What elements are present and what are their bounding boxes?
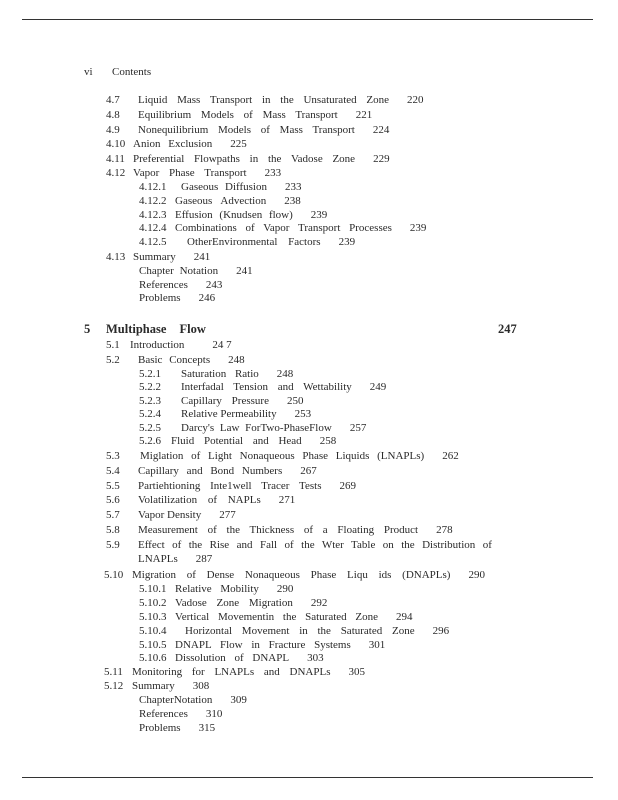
toc-subentry: 5.10.5 DNAPL Flow in Fracture Systems 301 bbox=[139, 639, 386, 651]
chapter-title: Multiphase Flow bbox=[106, 322, 206, 336]
toc-entry: 5.7 Vapor Density 277 bbox=[106, 509, 236, 521]
toc-entry: 5.6 Volatilization of NAPLs 271 bbox=[106, 494, 296, 506]
toc-entry: 5.9 Effect of the Rise and Fall of the Wter Table on the Distribution of bbox=[106, 539, 492, 551]
page-number: vi bbox=[84, 66, 93, 78]
toc-subentry: 4.12.3 Effusion (Knudsen flow) 239 bbox=[139, 209, 328, 221]
toc-subentry: 4.12.1 Gaseous Diffusion 233 bbox=[139, 181, 302, 193]
toc-entry: ChapterNotation 309 bbox=[139, 694, 247, 706]
running-title: Contents bbox=[112, 66, 152, 78]
toc-entry: 4.9 Nonequilibrium Models of Mass Transport 224 bbox=[106, 124, 390, 136]
toc-entry: Problems 315 bbox=[139, 722, 216, 734]
toc-subentry: 5.2.5 Darcy's Law ForTwo-PhaseFlow 257 bbox=[139, 422, 367, 434]
toc-entry: 4.13 Summary 241 bbox=[106, 251, 211, 263]
toc-entry: 5.12 Summary 308 bbox=[104, 680, 210, 692]
toc-entry: 5.1 Introduction 24 7 bbox=[106, 339, 232, 351]
toc-entry: Problems 246 bbox=[139, 292, 216, 304]
toc-entry: 5.3 Miglation of Light Nonaqueous Phase Liquids (LNAPLs) 262 bbox=[106, 450, 459, 462]
chapter-heading bbox=[84, 322, 517, 337]
toc-subentry: 5.10.1 Relative Mobility 290 bbox=[139, 583, 294, 595]
toc-entry: 4.10 Anion Exclusion 225 bbox=[106, 138, 247, 150]
toc-subentry: 4.12.2 Gaseous Advection 238 bbox=[139, 195, 301, 207]
toc-subentry: 5.2.1 Saturation Ratio 248 bbox=[139, 368, 294, 380]
toc-entry: References 310 bbox=[139, 708, 223, 720]
chapter-page: 247 bbox=[498, 322, 517, 336]
toc-entry: 5.4 Capillary and Bond Numbers 267 bbox=[106, 465, 317, 477]
toc-entry-continuation: LNAPLs 287 bbox=[138, 553, 213, 565]
toc-entry: Chapter Notation 241 bbox=[139, 265, 253, 277]
toc-subentry: 5.2.6 Fluid Potential and Head 258 bbox=[139, 435, 337, 447]
toc-entry: 4.12 Vapor Phase Transport 233 bbox=[106, 167, 282, 179]
toc-entry: 5.10 Migration of Dense Nonaqueous Phase Liqu ids (DNAPLs) 290 bbox=[104, 569, 485, 581]
toc-subentry: 5.10.6 Dissolution of DNAPL 303 bbox=[139, 652, 324, 664]
toc-entry: 4.8 Equilibrium Models of Mass Transport 221 bbox=[106, 109, 373, 121]
toc-entry: 5.8 Measurement of the Thickness of a Floating Product 278 bbox=[106, 524, 453, 536]
toc-entry: 4.7 Liquid Mass Transport in the Unsaturated Zone 220 bbox=[106, 94, 424, 106]
toc-entry: 5.2 Basic Concepts 248 bbox=[106, 354, 245, 366]
toc-subentry: 4.12.4 Combinations of Vapor Transport Processes 239 bbox=[139, 222, 427, 234]
toc-subentry: 5.10.2 Vadose Zone Migration 292 bbox=[139, 597, 328, 609]
bottom-rule bbox=[22, 777, 593, 778]
toc-entry: 4.11 Preferential Flowpaths in the Vadose Zone 229 bbox=[106, 153, 390, 165]
toc-subentry: 4.12.5 OtherEnvironmental Factors 239 bbox=[139, 236, 356, 248]
toc-entry: 5.11 Monitoring for LNAPLs and DNAPLs 305 bbox=[104, 666, 365, 678]
toc-entry: References 243 bbox=[139, 279, 223, 291]
chapter-number: 5 bbox=[84, 322, 91, 336]
running-header bbox=[84, 66, 151, 78]
toc-subentry: 5.2.4 Relative Permeability 253 bbox=[139, 408, 312, 420]
toc-subentry: 5.10.3 Vertical Movementin the Saturated Zone 294 bbox=[139, 611, 413, 623]
toc-subentry: 5.2.3 Capillary Pressure 250 bbox=[139, 395, 304, 407]
top-rule bbox=[22, 19, 593, 20]
toc-subentry: 5.2.2 Interfadal Tension and Wettability 249 bbox=[139, 381, 387, 393]
toc-entry: 5.5 Partiehtioning Inte1well Tracer Tests 269 bbox=[106, 480, 356, 492]
toc-subentry: 5.10.4 Horizontal Movement in the Saturated Zone 296 bbox=[139, 625, 450, 637]
